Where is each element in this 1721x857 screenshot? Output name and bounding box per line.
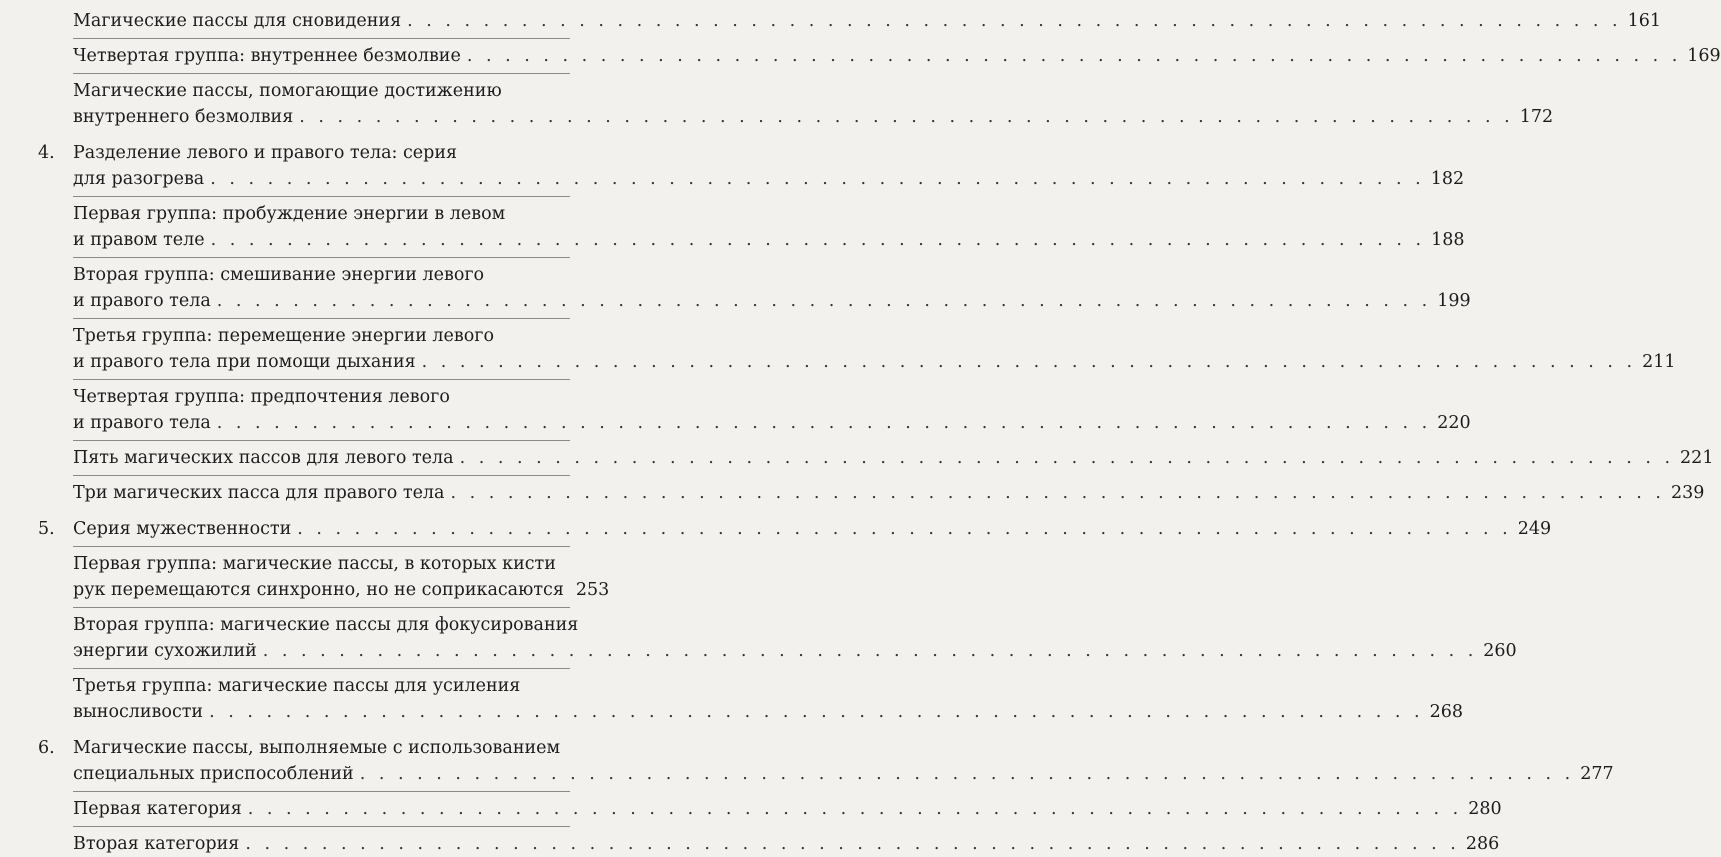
divider <box>73 791 570 792</box>
chapter-gap <box>0 725 608 735</box>
page-number: 260 <box>1483 641 1517 661</box>
entry-title-line: Третья группа: магические пассы для усиления <box>73 676 521 696</box>
toc-entry[interactable] <box>0 384 1471 436</box>
entry-title-line: специальных приспособлений <box>73 764 354 784</box>
toc-entry[interactable] <box>0 445 1714 471</box>
divider <box>73 668 570 669</box>
entry-title-line: внутреннего безмолвия <box>73 107 294 127</box>
page-number: 161 <box>1627 11 1662 31</box>
entry-title-line: Разделение левого и правого тела: серия <box>73 143 458 163</box>
page-number: 199 <box>1437 291 1471 311</box>
entry-title-line: и правого тела при помощи дыхания <box>73 352 416 372</box>
entry-title-line: энергии сухожилий <box>73 641 257 661</box>
entry-title-line: Магические пассы для сновидения <box>73 11 402 31</box>
page-number: 286 <box>1465 834 1500 854</box>
entry-title-line: Вторая категория <box>73 834 240 854</box>
divider <box>73 73 570 74</box>
divider <box>73 475 570 476</box>
divider <box>73 826 570 827</box>
entry-title-line: Первая группа: магические пассы, в которых кисти <box>73 554 556 574</box>
dot-leader: . . . . . . . . . . . . . . . . . . . . . . . . . . . . . . . . . . . . . . . . . . . . . . . . . . . . . . . . . . . . . . . . <box>210 230 1426 250</box>
divider <box>73 607 570 608</box>
toc-entry[interactable] <box>0 323 1676 375</box>
entry-title-line: Четвертая группа: внутреннее безмолвие <box>73 46 461 66</box>
dot-leader: . . . . . . . . . . . . . . . . . . . . . . . . . . . . . . . . . . . . . . . . . . . . . . . . . . . . . . . . . . . . . . . . <box>262 641 1478 661</box>
page-number: 169 <box>1687 46 1721 66</box>
toc-chapter[interactable] <box>0 516 1552 542</box>
entry-title-line: выносливости <box>73 702 204 722</box>
divider <box>73 38 570 39</box>
page-number: 211 <box>1642 352 1676 372</box>
dot-leader: . . . . . . . . . . . . . . . . . . . . . . . . . . . . . . . . . . . . . . . . . . . . . . . . . . . . . . . . . . . . . . . . <box>459 448 1675 468</box>
toc-entry[interactable] <box>0 262 1471 314</box>
dot-leader: . . . . . . . . . . . . . . . . . . . . . . . . . . . . . . . . . . . . . . . . . . . . . . . . . . . . . . . . . . . . . . . . <box>297 519 1512 539</box>
divider <box>73 318 570 319</box>
entry-title-line: Первая категория <box>73 799 242 819</box>
chapter-number: 4. <box>38 143 55 163</box>
entry-title-line: Вторая группа: магические пассы для фокусирования <box>73 615 579 635</box>
dot-leader: . . . . . . . . . . . . . . . . . . . . . . . . . . . . . . . . . . . . . . . . . . . . . . . . . . . . . . . . . . . . . . . . <box>421 352 1637 372</box>
chapter-gap <box>0 130 608 140</box>
entry-title-line: Третья группа: перемещение энергии левого <box>73 326 494 346</box>
page-number: 249 <box>1517 519 1552 539</box>
page-number: 220 <box>1437 413 1471 433</box>
toc-chapter[interactable] <box>0 140 1465 192</box>
entry-title-line: Четвертая группа: предпочтения левого <box>73 387 450 407</box>
dot-leader: . . . . . . . . . . . . . . . . . . . . . . . . . . . . . . . . . . . . . . . . . . . . . . . . . . . . . . . . . . . . . . . . <box>216 291 1432 311</box>
page-number: 277 <box>1580 764 1614 784</box>
entry-title-line: и правом теле <box>73 230 205 250</box>
divider <box>73 379 570 380</box>
toc-chapter[interactable] <box>0 735 1614 787</box>
entry-title-line: Магические пассы, помогающие достижению <box>73 81 502 101</box>
dot-leader: . . . . . . . . . . . . . . . . . . . . . . . . . . . . . . . . . . . . . . . . . . . . . . . . . . . . . . . . . . . . . . . . <box>407 11 1622 31</box>
dot-leader: . . . . . . . . . . . . . . . . . . . . . . . . . . . . . . . . . . . . . . . . . . . . . . . . . . . . . . . . . . . . . . . . <box>247 799 1463 819</box>
toc-entry[interactable] <box>0 673 1463 725</box>
entry-title-line: Серия мужественности <box>73 519 292 539</box>
entry-title-line: Магические пассы, выполняемые с использованием <box>73 738 561 758</box>
chapter-number: 6. <box>38 738 55 758</box>
toc-entry[interactable] <box>0 796 1502 822</box>
dot-leader: . . . . . . . . . . . . . . . . . . . . . . . . . . . . . . . . . . . . . . . . . . . . . . . . . . . . . . . . . . . . . . . . <box>450 483 1665 503</box>
entry-title-line: Пять магических пассов для левого тела <box>73 448 454 468</box>
toc-entry[interactable] <box>0 8 1662 34</box>
page-number: 182 <box>1430 169 1465 189</box>
dot-leader: . . . . . . . . . . . . . . . . . . . . . . . . . . . . . . . . . . . . . . . . . . . . . . . . . . . . . . . . . . . . . . . . <box>216 413 1432 433</box>
page-number: 188 <box>1431 230 1465 250</box>
entry-title-line: для разогрева <box>73 169 205 189</box>
entry-title-line: и правого тела <box>73 291 211 311</box>
toc-entry[interactable] <box>0 201 1465 253</box>
divider <box>73 546 570 547</box>
page-number: 239 <box>1670 483 1705 503</box>
page-number: 268 <box>1429 702 1463 722</box>
toc-entry[interactable] <box>0 551 608 603</box>
toc-entry[interactable] <box>0 831 1500 857</box>
toc-entry[interactable] <box>0 78 1554 130</box>
entry-title-line: Три магических пасса для правого тела <box>73 483 445 503</box>
dot-leader: . . . . . . . . . . . . . . . . . . . . . . . . . . . . . . . . . . . . . . . . . . . . . . . . . . . . . . . . . . . . . . . . <box>210 169 1425 189</box>
page-number: 253 <box>575 580 610 600</box>
dot-leader: . . . . . . . . . . . . . . . . . . . . . . . . . . . . . . . . . . . . . . . . . . . . . . . . . . . . . . . . . . . . . . . . <box>299 107 1514 127</box>
chapter-number: 5. <box>38 519 55 539</box>
toc-entry[interactable] <box>0 43 1721 69</box>
chapter-gap <box>0 506 608 516</box>
page-number: 172 <box>1519 107 1554 127</box>
entry-title-line: рук перемещаются синхронно, но не соприкасаются <box>73 580 564 600</box>
entry-title-line: и правого тела <box>73 413 211 433</box>
entry-title-line: Вторая группа: смешивание энергии левого <box>73 265 485 285</box>
dot-leader: . . . . . . . . . . . . . . . . . . . . . . . . . . . . . . . . . . . . . . . . . . . . . . . . . . . . . . . . . . . . . . . . <box>359 764 1575 784</box>
divider <box>73 440 570 441</box>
table-of-contents <box>0 8 1721 857</box>
dot-leader: . . . . . . . . . . . . . . . . . . . . . . . . . . . . . . . . . . . . . . . . . . . . . . . . . . . . . . . . . . . . . . . . <box>466 46 1682 66</box>
divider <box>73 196 570 197</box>
entry-title-line: Первая группа: пробуждение энергии в левом <box>73 204 506 224</box>
page-number: 221 <box>1680 448 1714 468</box>
page-number: 280 <box>1468 799 1502 819</box>
toc-entry[interactable] <box>0 612 1517 664</box>
dot-leader: . . . . . . . . . . . . . . . . . . . . . . . . . . . . . . . . . . . . . . . . . . . . . . . . . . . . . . . . . . . . . . . . <box>209 702 1424 722</box>
dot-leader: . . . . . . . . . . . . . . . . . . . . . . . . . . . . . . . . . . . . . . . . . . . . . . . . . . . . . . . . . . . . . . . . <box>245 834 1460 854</box>
divider <box>73 257 570 258</box>
toc-entry[interactable] <box>0 480 1705 506</box>
